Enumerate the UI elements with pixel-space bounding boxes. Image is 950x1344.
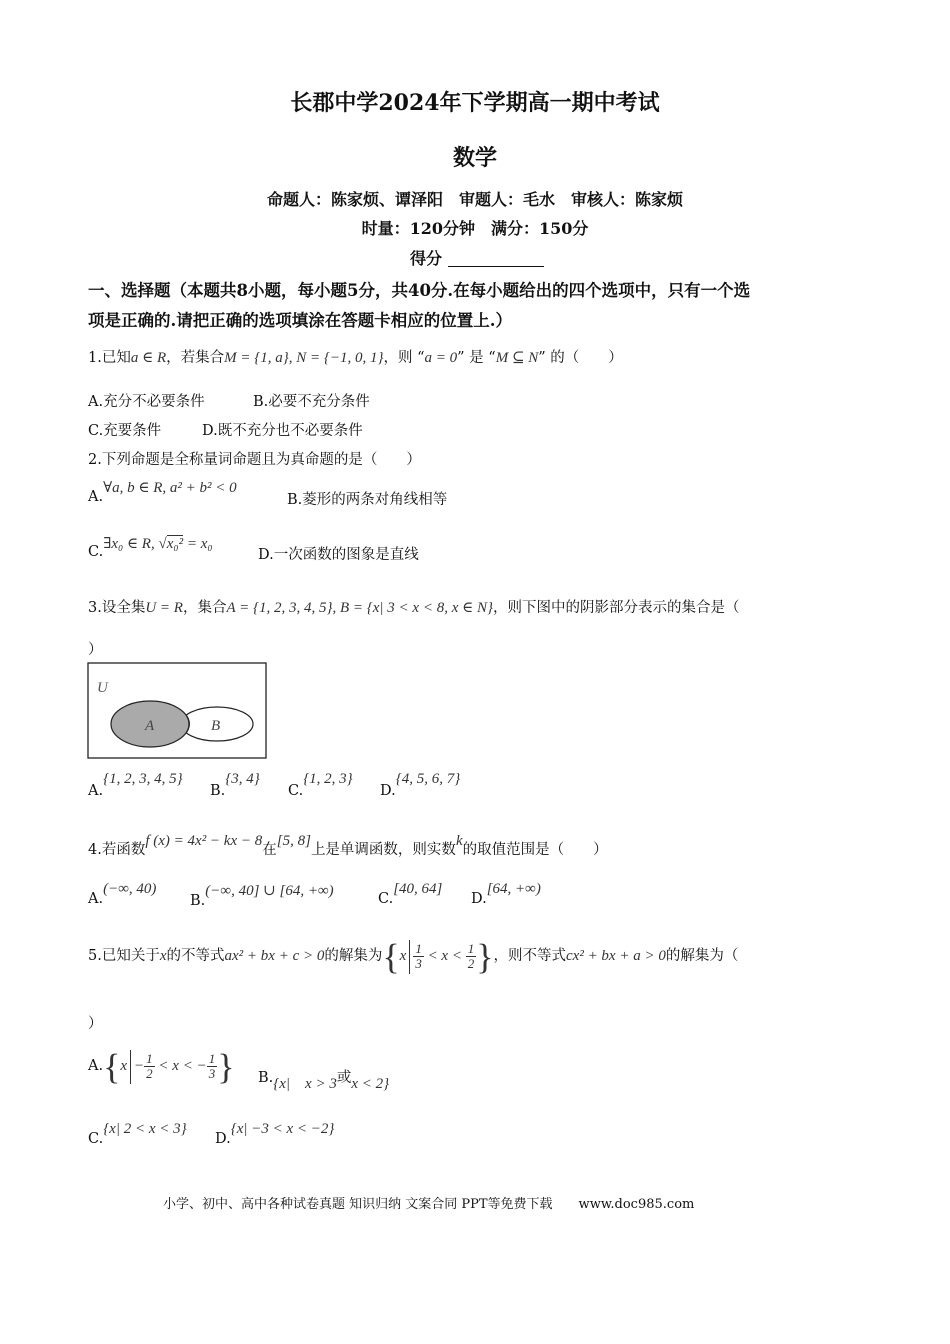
q2-option-a-label: A. xyxy=(88,489,104,505)
q1-option-c: C.充要条件 xyxy=(88,423,162,439)
right-brace: } xyxy=(217,1046,235,1087)
q5-option-b-or: 或 xyxy=(336,1070,352,1086)
q3-option-b xyxy=(210,771,260,799)
q3-option-d xyxy=(380,771,461,799)
q2-option-b: B.菱形的两条对角线相等 xyxy=(287,492,448,508)
q5-option-d-math: {x| −3 < x < −2} xyxy=(230,1121,335,1137)
q3-math: A = {1, 2, 3, 4, 5}, B = {x| 3 < x < 8, x ∈ N} xyxy=(226,600,493,616)
q1-math: a = 0 xyxy=(424,350,458,366)
q5-math: ax² + bx + c > 0 xyxy=(224,948,325,964)
q4-math: f (x) = 4x² − kx − 8 xyxy=(145,833,263,849)
q5-frac-1 xyxy=(413,942,424,970)
q4-option-b-math: (−∞, 40] ∪ [64, +∞) xyxy=(205,883,334,899)
q4-option-b-label: B. xyxy=(190,893,206,909)
q1-math: M ⊆ N xyxy=(495,350,539,366)
exam-title: 长郡中学2024年下学期高一期中考试 xyxy=(290,90,660,116)
q3-text: 3.设全集 xyxy=(88,600,146,616)
numerator: 1 xyxy=(467,941,475,957)
q4-option-d xyxy=(471,881,541,907)
q2-option-c-label: C. xyxy=(88,544,104,560)
score-line xyxy=(410,246,544,269)
score-label: 得分 xyxy=(410,249,443,268)
exam-authors: 命题人：陈家烦、谭泽阳 审题人：毛水 审核人：陈家烦 xyxy=(266,190,683,209)
q5-solution-set xyxy=(382,936,494,977)
q2-option-c-math: ∃x₀ ∈ R, √ xyxy=(103,536,167,552)
q5-math: cx² + bx + a > 0 xyxy=(566,948,666,964)
q3-option-b-label: B. xyxy=(210,783,226,799)
q4-option-d-label: D. xyxy=(471,891,487,907)
venn-diagram xyxy=(87,662,269,760)
q5-text: 5.已知关于 xyxy=(88,948,160,964)
score-blank xyxy=(448,250,544,267)
q1-option-b: B.必要不充分条件 xyxy=(253,394,370,410)
q3-math: U = R xyxy=(145,600,183,616)
section1-heading-line2: 项是正确的.请把正确的选项填涂在答题卡相应的位置上.） xyxy=(88,311,512,330)
q4-option-d-math: [64, +∞) xyxy=(486,881,541,897)
q4-option-a xyxy=(88,881,157,907)
section1-heading-line1: 一、选择题（本题共8小题，每小题5分，共40分.在每小题给出的四个选项中，只有一个选 xyxy=(88,281,751,300)
q5-option-a-frac-2 xyxy=(207,1052,218,1080)
q5-option-a xyxy=(88,1040,234,1092)
q2-option-a-math: ∀a, b ∈ R, a² + b² < 0 xyxy=(103,480,237,496)
q2-option-a xyxy=(88,478,237,505)
q2-option-c-math: = x₀ xyxy=(183,536,213,552)
q3-text: ，则下图中的阴影部分表示的集合是（ xyxy=(492,600,740,616)
question-2-stem: 2.下列命题是全称量词命题且为真命题的是（ ） xyxy=(88,452,421,468)
q4-option-c-label: C. xyxy=(378,891,394,907)
numerator: 1 xyxy=(146,1051,153,1067)
exam-time-score: 时量：120分钟 满分：150分 xyxy=(361,219,589,238)
q5-option-a-var: x xyxy=(120,1058,128,1074)
question-3-stem xyxy=(88,596,739,617)
q4-text: 上是单调函数，则实数 xyxy=(310,842,456,858)
q2-option-c-radicand: x₀² xyxy=(166,536,184,552)
q3-option-a xyxy=(88,771,183,799)
q1-text: ，则 “ xyxy=(383,350,425,366)
q2-option-c xyxy=(88,534,213,560)
page-footer: 小学、初中、高中各种试卷真题 知识归纳 文案合同 PPT等免费下载 www.doc985.com xyxy=(163,1197,695,1212)
q4-math: k xyxy=(455,833,463,849)
denominator: 2 xyxy=(467,956,475,972)
q5-text: ，则不等式 xyxy=(493,948,566,964)
denominator: 3 xyxy=(208,1066,216,1082)
q5-math: x xyxy=(159,948,167,964)
q3-option-a-math: {1, 2, 3, 4, 5} xyxy=(103,771,183,787)
q4-text: 在 xyxy=(262,842,277,858)
q5-option-a-frac-1 xyxy=(144,1052,155,1080)
q5-option-a-label: A. xyxy=(88,1058,104,1074)
q1-text: ” 是 “ xyxy=(457,350,496,366)
q4-option-c xyxy=(378,881,443,907)
q1-text: ，若集合 xyxy=(166,350,225,366)
q1-text: ” 的（ ） xyxy=(538,350,623,366)
q3-stem-close: ） xyxy=(88,642,103,658)
q1-option-a: A.充分不必要条件 xyxy=(88,394,205,410)
numerator: 1 xyxy=(208,1051,216,1067)
denominator: 3 xyxy=(415,956,422,972)
q4-option-a-math: (−∞, 40) xyxy=(103,881,157,897)
q4-text: 的取值范围是（ ） xyxy=(462,842,608,858)
q1-math: M = {1, a}, N = {−1, 0, 1} xyxy=(224,350,384,366)
q5-text: 的解集为 xyxy=(324,948,383,964)
q3-option-c-label: C. xyxy=(288,783,304,799)
venn-label-b: B xyxy=(211,718,221,734)
q5-frac-2 xyxy=(466,942,477,970)
subject-title: 数学 xyxy=(452,145,497,171)
q5-option-c xyxy=(88,1121,187,1147)
left-brace: { xyxy=(103,1046,121,1087)
q4-text: 4.若函数 xyxy=(88,842,146,858)
denominator: 2 xyxy=(146,1066,153,1082)
minus-sign: − xyxy=(134,1058,145,1074)
q5-option-a-math xyxy=(103,1046,235,1087)
q5-set-mid: < x < xyxy=(427,948,462,964)
question-1-stem xyxy=(88,346,623,367)
q5-text: 的解集为（ xyxy=(665,948,739,964)
q5-option-b-label: B. xyxy=(258,1070,274,1086)
q4-math: [5, 8] xyxy=(276,833,311,849)
q4-option-b xyxy=(190,881,334,909)
q4-option-a-label: A. xyxy=(88,891,104,907)
q3-option-d-label: D. xyxy=(380,783,396,799)
q5-set-var: x xyxy=(399,948,407,964)
q3-option-c-math: {1, 2, 3} xyxy=(303,771,353,787)
q3-text: ，集合 xyxy=(182,600,227,616)
q1-text: 1.已知 xyxy=(88,350,131,366)
right-brace: } xyxy=(476,936,494,977)
q1-math: a ∈ R xyxy=(130,350,167,366)
q5-option-c-label: C. xyxy=(88,1131,104,1147)
numerator: 1 xyxy=(415,941,422,957)
q5-option-b xyxy=(258,1066,390,1092)
left-brace: { xyxy=(382,936,400,977)
question-4-stem xyxy=(88,829,608,858)
question-5-stem xyxy=(88,930,738,982)
venn-label-u: U xyxy=(97,680,108,696)
q2-option-d: D.一次函数的图象是直线 xyxy=(258,547,419,563)
set-bar xyxy=(130,1050,131,1084)
q3-option-b-math: {3, 4} xyxy=(225,771,260,787)
q5-option-b-math: {x| x > 3 xyxy=(273,1076,337,1092)
q5-text: 的不等式 xyxy=(166,948,225,964)
venn-label-a: A xyxy=(145,718,155,734)
q5-option-a-mid: < x < − xyxy=(158,1058,207,1074)
set-bar xyxy=(409,940,410,974)
q5-option-d-label: D. xyxy=(215,1131,231,1147)
q1-option-d: D.既不充分也不必要条件 xyxy=(202,423,363,439)
q5-stem-close: ） xyxy=(88,1016,103,1032)
q3-option-a-label: A. xyxy=(88,783,104,799)
q3-option-c xyxy=(288,771,353,799)
q5-option-b-math: x < 2} xyxy=(351,1076,390,1092)
q4-option-c-math: [40, 64] xyxy=(393,881,443,897)
q3-option-d-math: {4, 5, 6, 7} xyxy=(395,771,461,787)
q5-option-d xyxy=(215,1121,335,1147)
q5-option-c-math: {x| 2 < x < 3} xyxy=(103,1121,187,1137)
